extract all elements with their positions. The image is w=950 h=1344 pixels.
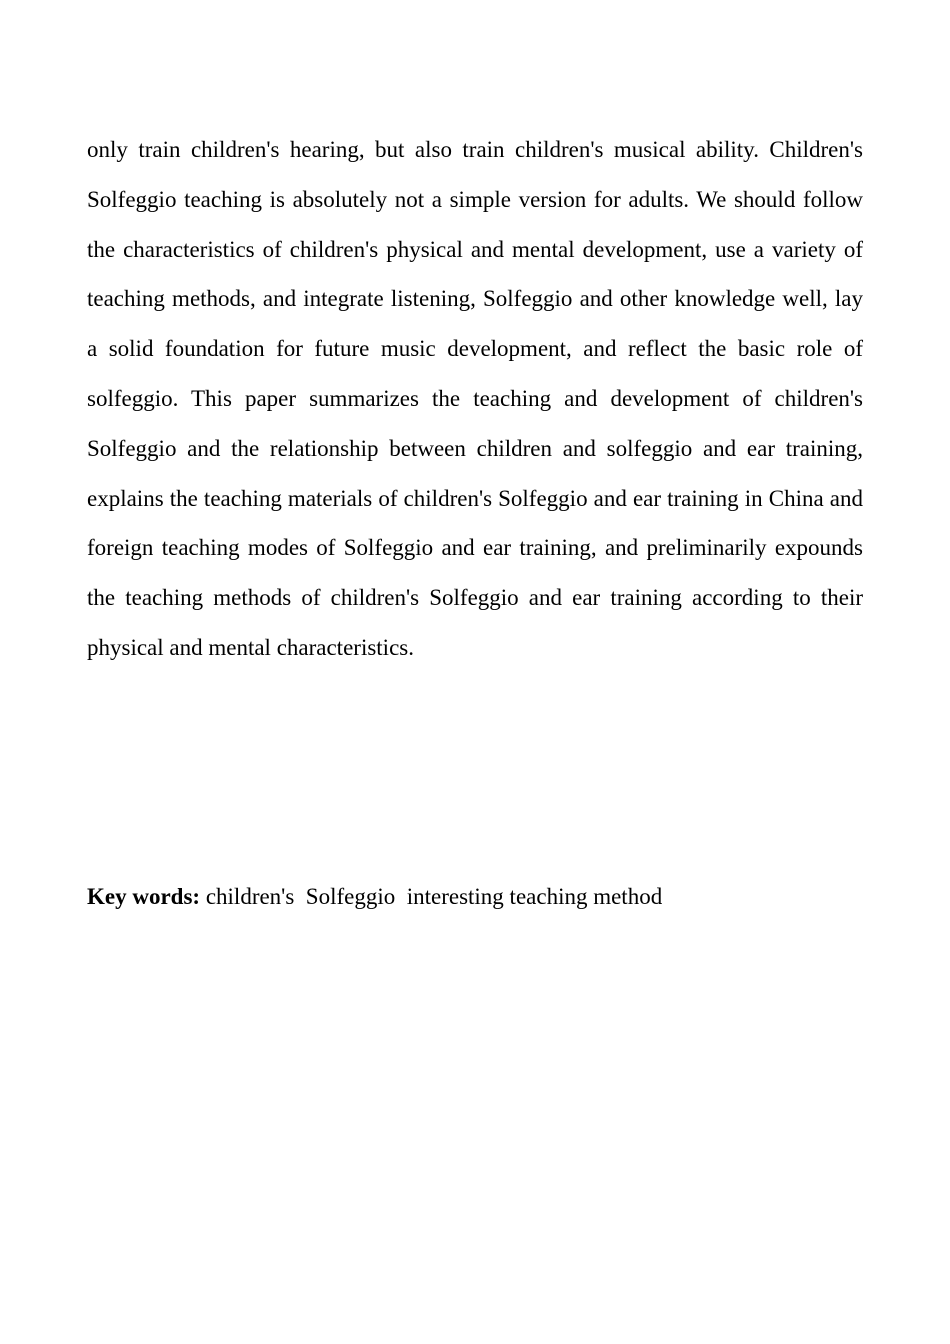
keywords-value: children's Solfeggio interesting teaching method [200,884,663,909]
keywords-label: Key words: [87,884,201,909]
keywords-line [87,872,863,922]
abstract-paragraph: only train children's hearing, but also train children's musical ability. Children's Solfeggio teaching is absolutely not a simple version for adults. We should follow the characteristics of children's physical and mental development, use a variety of teaching methods, and integrate listening, Solfeggio and other knowledge well, lay a solid foundation for future music development, and reflect the basic role of solfeggio. This paper summarizes the teaching and development of children's Solfeggio and the relationship between children and solfeggio and ear training, explains the teaching materials of children's Solfeggio and ear training in China and foreign teaching modes of Solfeggio and ear training, and preliminarily expounds the teaching methods of children's Solfeggio and ear training according to their physical and mental characteristics. [87,137,863,660]
